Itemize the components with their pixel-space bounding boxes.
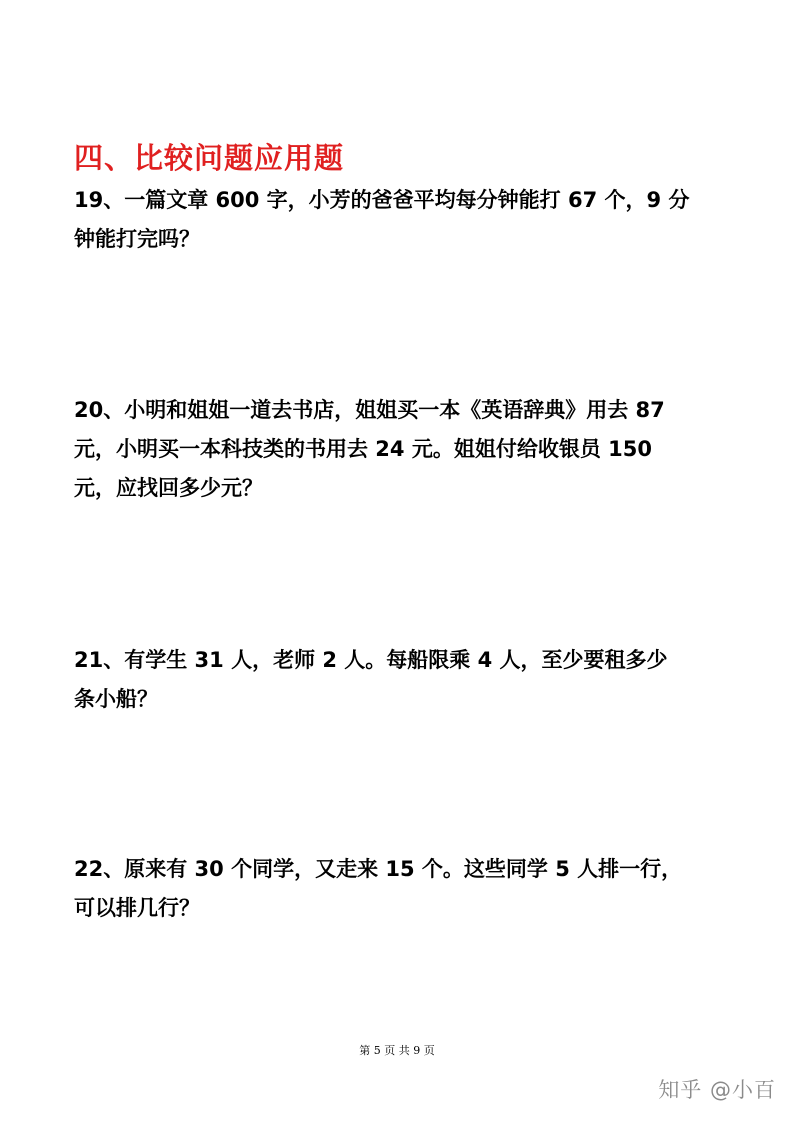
question-19: 19、一篇文章 600 字，小芳的爸爸平均每分钟能打 67 个，9 分 钟能打完吗？ xyxy=(74,188,690,251)
watermark: 知乎 @小百 xyxy=(658,1078,776,1102)
question-22: 22、原来有 30 个同学，又走来 15 个。这些同学 5 人排一行， 可以排几行？ xyxy=(74,857,683,920)
question-21: 21、有学生 31 人，老师 2 人。每船限乘 4 人，至少要租多少 条小船？ xyxy=(74,648,668,711)
page-number-footer: 第 5 页 共 9 页 xyxy=(359,1044,435,1057)
section-title: 四、比较问题应用题 xyxy=(74,141,345,175)
question-20: 20、小明和姐姐一道去书店，姐姐买一本《英语辞典》用去 87 元，小明买一本科技类的书用去 24 元。姐姐付给收银员 150 元，应找回多少元？ xyxy=(74,398,665,500)
